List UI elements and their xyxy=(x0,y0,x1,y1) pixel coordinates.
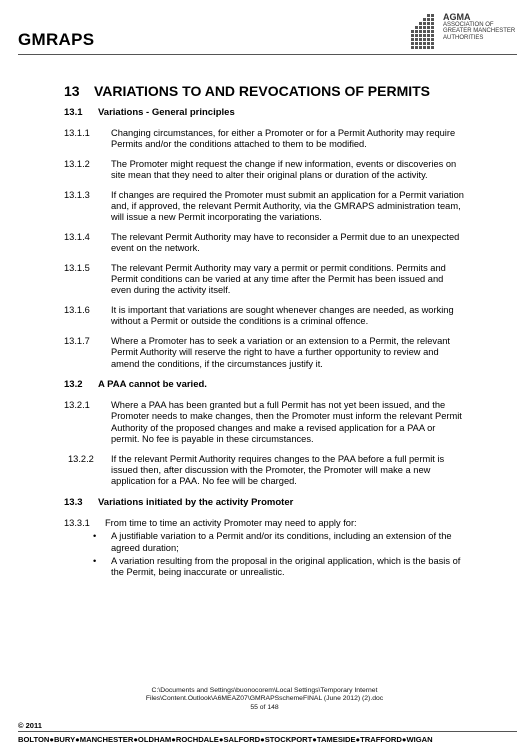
paragraph-13-3-1 xyxy=(0,518,529,529)
paragraph-13-1-3 xyxy=(0,190,529,224)
bullet-icon: • xyxy=(93,531,97,542)
bullet-icon: • xyxy=(93,555,97,566)
logo-line: ASSOCIATION OF xyxy=(443,22,494,28)
document-body xyxy=(0,107,529,579)
subsection-number: 13.2 xyxy=(64,378,83,390)
paragraph-13-1-6 xyxy=(0,305,529,328)
paragraph-text: Changing circumstances, for either a Promoter or for a Permit Authority may require Permits and/or the conditions attached to them to be modified. xyxy=(111,128,456,150)
subsection-heading xyxy=(64,497,529,509)
page-number: 55 of 148 xyxy=(250,703,279,711)
paragraph-text: The Promoter might request the change if new information, events or discoveries on site mean that they need to alter their original plans or duration of the activity. xyxy=(111,158,457,181)
subsection-title: A PAA cannot be varied. xyxy=(98,378,207,390)
paragraph-text: From time to time an activity Promoter may need to apply for: xyxy=(105,517,357,528)
footer-path-line: C:\Documents and Settings\buonocorem\Local Settings\Temporary Internet xyxy=(151,687,378,694)
header-title: GMRAPS xyxy=(18,30,95,49)
list-item-text: A variation resulting from the proposal in the original application, which is the basis of the Permit, being inaccurate or unrealistic. xyxy=(111,555,461,578)
logo-line: GREATER MANCHESTER xyxy=(443,28,516,35)
paragraph-13-1-4 xyxy=(0,232,529,255)
paragraph-number: 13.1.3 xyxy=(64,189,90,200)
paragraph-13-1-2 xyxy=(0,159,529,182)
section-heading xyxy=(64,83,430,99)
footer-path-line: Files\Content.Outlook\A6MEAZ07\GMRAPSschemeFINAL (June 2012) (2).doc xyxy=(145,695,384,703)
section-number: 13 xyxy=(64,83,80,99)
paragraph-text: Where a PAA has been granted but a full Permit has not yet been issued, and the Promoter needs to make changes, then the Promoter must inform the relevant Permit Authority of the proposed changes and make a revised application for a PAA or permit. No fee is payable in these circumstances. xyxy=(111,399,462,445)
paragraph-number: 13.1.4 xyxy=(64,231,90,242)
paragraph-number: 13.1.1 xyxy=(64,128,90,138)
paragraph-13-2-2 xyxy=(0,454,529,488)
section-title: VARIATIONS TO AND REVOCATIONS OF PERMITS xyxy=(94,83,431,99)
logo-name: AGMA xyxy=(443,12,471,22)
subsection-heading xyxy=(64,379,529,391)
footer-file-path xyxy=(0,687,529,712)
paragraph-number: 13.2.1 xyxy=(64,399,90,410)
logo-subtitle xyxy=(443,22,515,41)
paragraph-number: 13.1.2 xyxy=(64,158,90,169)
list-item-text: A justifiable variation to a Permit and/or its conditions, including an extension of the agreed duration; xyxy=(111,531,452,553)
paragraph-text: If changes are required the Promoter must submit an application for a Permit variation and, if approved, the relevant Permit Authority, via the GMRAPS administration team, will issue a new Permit incorporating the variations. xyxy=(111,189,464,223)
subsection-heading xyxy=(64,107,529,119)
copyright: © 2011 xyxy=(18,721,42,730)
paragraph-13-1-7 xyxy=(0,336,529,370)
subsection-title: Variations - General principles xyxy=(98,107,235,118)
subsection-number: 13.3 xyxy=(64,496,83,508)
logo-line: AUTHORITIES xyxy=(443,34,484,41)
list-item xyxy=(0,531,529,554)
footer-divider xyxy=(18,731,517,732)
paragraph-number: 13.1.5 xyxy=(64,262,90,273)
subsection-title: Variations initiated by the activity Promoter xyxy=(98,496,294,508)
paragraph-text: Where a Promoter has to seek a variation or an extension to a Permit, the relevant Permit Authority will reserve the right to have a further opportunity to review and amend the conditions, if the circumstances justify it. xyxy=(111,335,450,369)
paragraph-text: The relevant Permit Authority may vary a permit or permit conditions. Permits and Permit conditions can be varied at any time after the Permit has been issued and even during the activity itself. xyxy=(111,262,446,296)
paragraph-number: 13.2.2 xyxy=(68,453,94,464)
list-item xyxy=(0,556,529,579)
subsection-number: 13.1 xyxy=(64,107,83,118)
paragraph-number: 13.1.6 xyxy=(64,304,90,315)
agma-logo-mark-icon xyxy=(407,12,439,52)
paragraph-13-1-1 xyxy=(0,128,529,151)
paragraph-number: 13.3.1 xyxy=(64,517,90,528)
paragraph-text: If the relevant Permit Authority requires changes to the PAA before a full permit is issued then, after discussion with the Promoter, the Promoter will make a new application for a PAA. No fee will be charged. xyxy=(111,453,445,487)
agma-logo xyxy=(407,12,519,52)
paragraph-13-1-5 xyxy=(0,263,529,297)
paragraph-number: 13.1.7 xyxy=(64,335,90,346)
paragraph-text: It is important that variations are sought whenever changes are needed, as working without a Permit or outside the conditions is a criminal offence. xyxy=(111,304,454,327)
header-divider xyxy=(18,54,517,55)
paragraph-13-2-1 xyxy=(0,400,529,446)
footer-towns: BOLTON●BURY●MANCHESTER●OLDHAM●ROCHDALE●SALFORD●STOCKPORT●TAMESIDE●TRAFFORD●WIGAN xyxy=(18,735,433,744)
paragraph-text: The relevant Permit Authority may have to reconsider a Permit due to an unexpected event on the network. xyxy=(111,231,460,254)
